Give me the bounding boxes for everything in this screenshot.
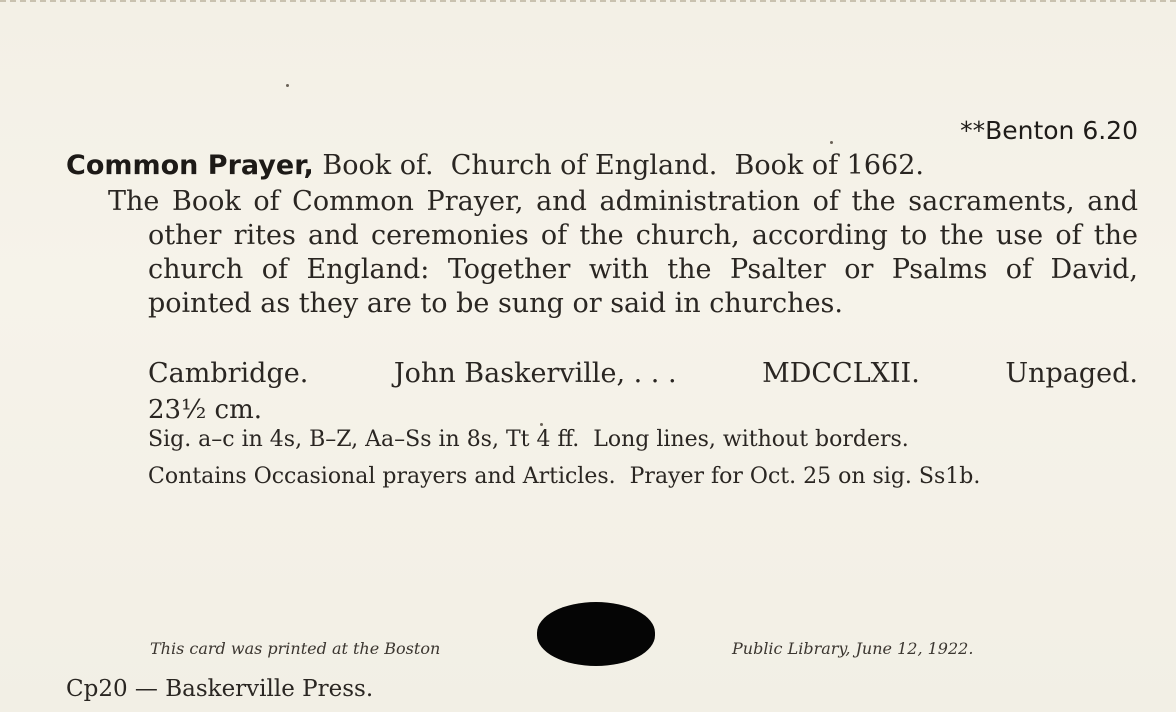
imprint-place: Cambridge. — [148, 358, 309, 389]
call-number: **Benton 6.20 — [960, 116, 1138, 145]
imprint-pagination: Unpaged. — [1005, 358, 1138, 389]
note-signatures: Sig. a–c in 4s, B–Z, Aa–Ss in 8s, Tt 4 ff. Long lines, without borders. — [148, 427, 909, 452]
heading-rest: Book of. Church of England. Book of 1662. — [313, 150, 924, 181]
note-contents: Contains Occasional prayers and Articles. Prayer for Oct. 25 on sig. Ss1b. — [148, 464, 981, 489]
printer-note-right: Public Library, June 12, 1922. — [732, 639, 974, 658]
main-heading — [66, 150, 924, 181]
imprint-date: MDCCLXII. — [762, 358, 920, 389]
paper-speck — [540, 423, 543, 426]
imprint-line — [148, 358, 1138, 389]
redaction-blot — [537, 602, 655, 666]
imprint-publisher: John Baskerville, . . . — [393, 358, 677, 389]
heading-bold: Common Prayer, — [66, 150, 314, 181]
paper-speck — [830, 141, 833, 144]
printer-note-left: This card was printed at the Boston — [150, 639, 441, 658]
title-statement: The Book of Common Prayer, and administration of the sacraments, and other rites and ceremonies of the church, according to the use of the church of England: Together with the Psalter or Psalms of David, pointed as they are to be sung or said in churches. — [108, 186, 1138, 319]
paper-speck — [286, 84, 289, 87]
size-statement: 23½ cm. — [148, 395, 263, 425]
card-number-line: Cp20 — Baskerville Press. — [66, 676, 374, 702]
